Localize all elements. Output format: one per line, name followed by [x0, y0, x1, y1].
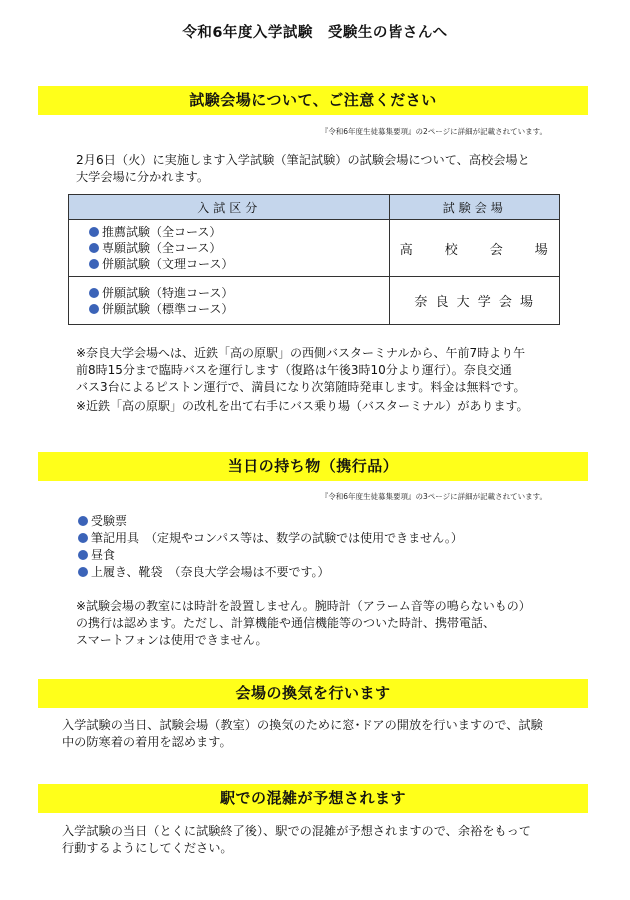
exam-category: 併願試験（標準コース）	[102, 301, 234, 316]
bullet-icon	[89, 243, 99, 253]
venue-table	[68, 194, 560, 325]
bullet-icon	[89, 227, 99, 237]
table-row	[69, 277, 560, 325]
ventilation-line: 入学試験の当日、試験会場（教室）の換気のために窓･ドアの開放を行いますので、試験	[62, 718, 543, 732]
column-header-exam-category: 入試区分	[69, 195, 390, 220]
clock-note-line: スマートフォンは使用できません。	[76, 633, 268, 647]
section-heading-ventilation: 会場の換気を行います	[38, 679, 588, 708]
list-item	[78, 547, 463, 564]
bullet-icon	[89, 304, 99, 314]
list-item-label: 昼食	[91, 548, 116, 562]
bus-note-line: 前8時15分まで臨時バスを運行します（復路は午後3時10分より運行）。奈良交通	[76, 363, 512, 377]
exam-category-cell	[69, 277, 390, 325]
bus-note-line: ※奈良大学会場へは、近鉄「高の原駅」の西側バスターミナルから、午前7時より午	[76, 346, 526, 360]
section-heading-belongings: 当日の持ち物（携行品）	[38, 452, 588, 481]
congestion-text	[62, 823, 582, 857]
congestion-line: 行動するようにしてください。	[62, 841, 233, 855]
reference-note: 『令和6年度生徒募集要項』の3ページに詳細が記載されています。	[320, 492, 547, 501]
bus-note-line: バス3台によるピストン運行で、満員になり次第随時発車します。料金は無料です。	[76, 380, 526, 394]
venue-table-header	[69, 195, 560, 220]
belongings-list	[78, 513, 463, 581]
bullet-icon	[78, 516, 88, 526]
bullet-icon	[78, 567, 88, 577]
bullet-icon	[78, 533, 88, 543]
reference-note: 『令和6年度生徒募集要項』の2ページに詳細が記載されています。	[320, 127, 547, 136]
section-heading-station-congestion: 駅での混雑が予想されます	[38, 784, 588, 813]
section-heading-exam-venue: 試験会場について、ご注意ください	[38, 86, 588, 115]
venue-intro	[76, 152, 576, 186]
bullet-icon	[78, 550, 88, 560]
exam-category-cell	[69, 220, 390, 277]
list-item-label: 受験票	[91, 514, 128, 528]
clock-note-line: ※試験会場の教室には時計を設置しません。腕時計（アラーム音等の鳴らないもの）	[76, 599, 531, 613]
page-title: 令和6年度入学試験 受験生の皆さんへ	[182, 25, 448, 41]
ventilation-line: 中の防寒着の着用を認めます。	[62, 735, 232, 749]
list-item	[78, 530, 463, 547]
clock-note-line: の携行は認めます。ただし、計算機能や通信機能等のついた時計、携帯電話、	[76, 616, 496, 630]
exam-category: 併願試験（文理コース）	[102, 257, 234, 271]
venue-intro-line: 大学会場に分かれます。	[76, 170, 210, 184]
column-header-exam-venue: 試験会場	[390, 195, 560, 220]
congestion-line: 入学試験の当日（とくに試験終了後）、駅での混雑が予想されますので、余裕をもって	[62, 824, 531, 838]
table-row	[69, 220, 560, 277]
list-item	[78, 564, 463, 581]
list-item-label: 筆記用具 （定規やコンパス等は、数学の試験では使用できません。）	[91, 531, 463, 545]
venue-intro-line: 2月6日（火）に実施します入学試験（筆記試験）の試験会場について、高校会場と	[76, 153, 530, 167]
exam-category: 推薦試験（全コース）	[102, 225, 222, 239]
ventilation-text	[62, 717, 582, 751]
exam-category: 専願試験（全コース）	[102, 241, 222, 255]
list-item-label: 上履き、靴袋 （奈良大学会場は不要です。）	[91, 565, 330, 579]
exam-venue-cell: 奈 良 大 学 会 場	[390, 277, 560, 325]
bullet-icon	[89, 259, 99, 269]
bus-note	[76, 345, 566, 396]
exam-category: 併願試験（特進コース）	[102, 285, 234, 300]
exam-venue-cell: 高 校 会 場	[390, 220, 560, 277]
bullet-icon	[89, 288, 99, 298]
bus-stop-note: ※近鉄「高の原駅」の改札を出て右手にバス乗り場（バスターミナル）があります。	[76, 399, 529, 413]
list-item	[78, 513, 463, 530]
clock-note	[76, 598, 566, 649]
